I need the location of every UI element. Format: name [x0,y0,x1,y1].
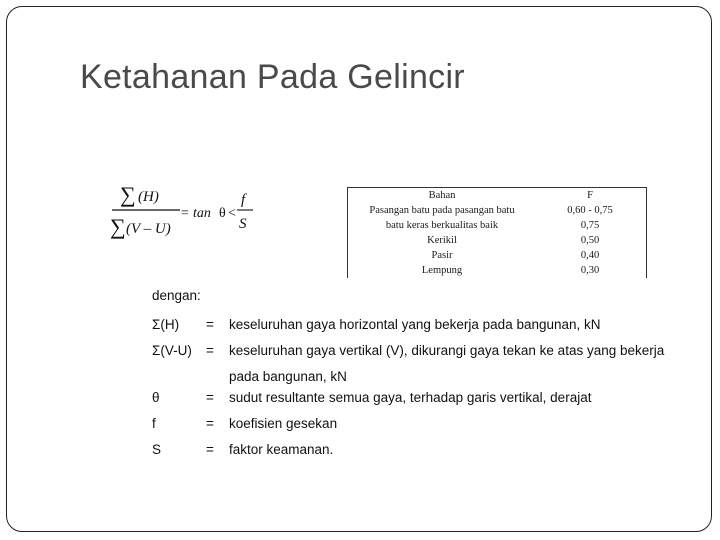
definitions-intro: dengan: [152,288,201,303]
definition-symbol: f [152,416,156,431]
table-row [348,233,646,248]
table-cell-value: 0,75 [580,220,600,231]
definition-text: keseluruhan gaya horizontal yang bekerja pada bangunan, kN [229,317,601,332]
table-row [348,218,646,233]
table-cell-material: Kerikil [427,235,457,246]
definition-symbol: Σ(V-U) [152,343,192,358]
definition-row [152,343,689,390]
definition-equals: = [206,343,214,358]
definition-text: faktor keamanan. [229,442,334,457]
formula-equals-tan: = tan [180,206,211,221]
definition-symbol: θ [152,390,160,405]
table-cell-value: 0,40 [580,250,600,261]
definition-equals: = [206,416,214,431]
table-cell-material: Pasir [431,250,453,261]
formula-theta: θ [219,206,226,221]
slide-title: Ketahanan Pada Gelincir [80,58,465,96]
definition-symbol: S [152,442,162,457]
formula-f: f [241,192,246,208]
definition-equals: = [206,317,214,332]
formula-less-than: < [228,206,236,221]
table-header-f: F [587,190,593,201]
formula-numerator: (H) [138,189,159,205]
definition-text: koefisien gesekan [229,416,338,431]
definition-equals: = [206,390,214,405]
table-row [348,263,646,278]
formula-s: S [239,216,247,232]
definition-text: sudut resultante semua gaya, terhadap garis vertikal, derajat [229,390,592,405]
formula-denominator: (V – U) [126,221,171,237]
friction-coefficient-table [347,187,647,278]
table-cell-material: batu keras berkualitas baik [385,220,499,231]
table-row [348,203,646,218]
table-cell-value: 0,60 - 0,75 [567,205,613,216]
table-header-row [348,188,646,203]
definition-text: keseluruhan gaya vertikal (V), dikurangi gaya tekan ke atas yang bekerja pada bangunan, kN [229,343,665,384]
definitions-list [152,288,689,468]
table-cell-material: Pasangan batu pada pasangan batu [369,205,515,216]
definition-symbol: Σ(H) [152,317,180,332]
formula-sum-bottom: ∑ [110,214,126,239]
definition-equals: = [206,442,214,457]
table-row [348,248,646,263]
table-header-bahan: Bahan [428,190,456,201]
definition-row [152,442,689,468]
sliding-resistance-formula [108,180,258,240]
table-cell-value: 0,30 [580,265,600,276]
table-cell-value: 0,50 [580,235,600,246]
formula-sum-top: ∑ [120,182,136,207]
table-cell-material: Lempung [421,265,463,276]
